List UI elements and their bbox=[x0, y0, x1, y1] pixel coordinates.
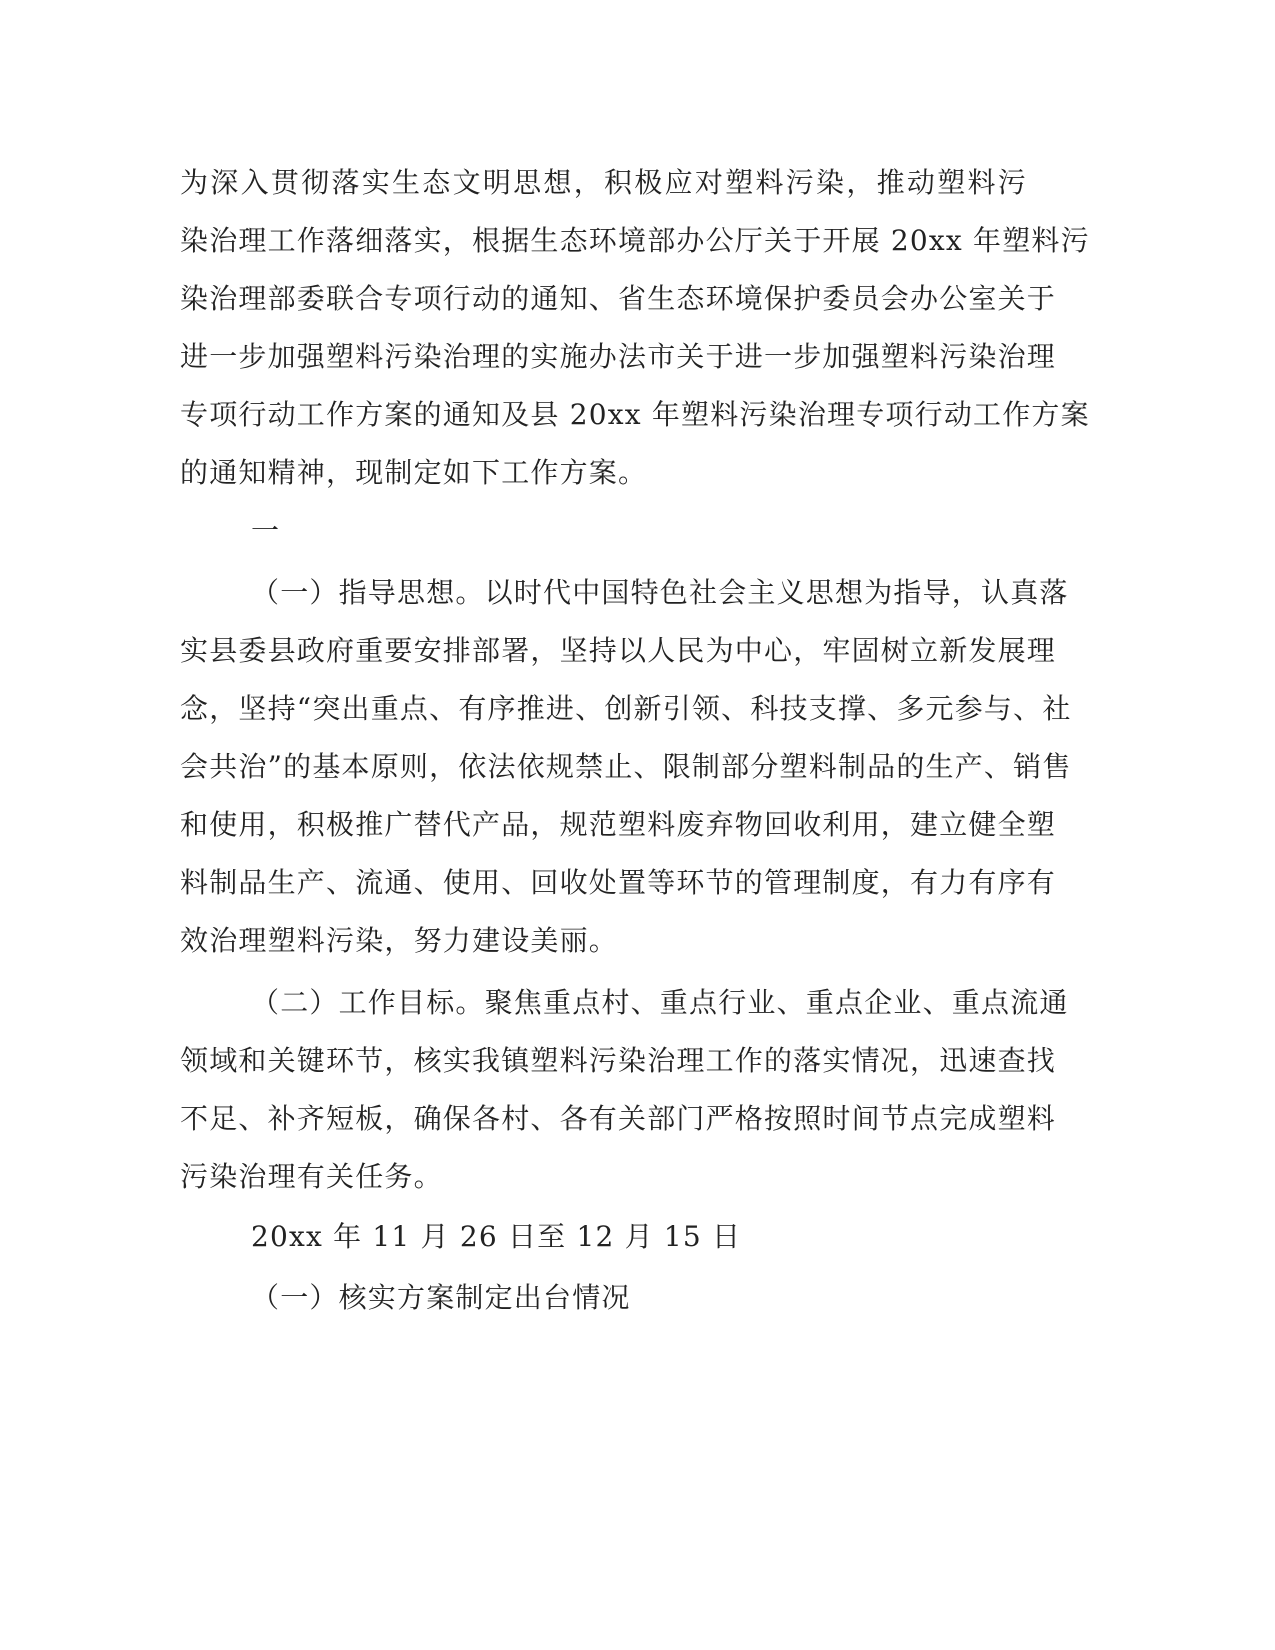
work-goal-line-2: 领域和关键环节，核实我镇塑料污染治理工作的落实情况，迅速查找 bbox=[180, 1044, 1057, 1077]
intro-paragraph-line-6: 的通知精神，现制定如下工作方案。 bbox=[180, 456, 648, 489]
intro-paragraph-line-3: 染治理部委联合专项行动的通知、省生态环境保护委员会办公室关于 bbox=[180, 282, 1057, 315]
guiding-thought-line-7: 效治理塑料污染，努力建设美丽。 bbox=[180, 924, 619, 957]
intro-paragraph-line-1: 为深入贯彻落实生态文明思想，积极应对塑料污染，推动塑料污 bbox=[180, 166, 1027, 199]
guiding-thought-line-6: 料制品生产、流通、使用、回收处置等环节的管理制度，有力有序有 bbox=[180, 866, 1057, 899]
work-goal-line-3: 不足、补齐短板，确保各村、各有关部门严格按照时间节点完成塑料 bbox=[180, 1102, 1057, 1135]
work-goal-line-4: 污染治理有关任务。 bbox=[180, 1160, 443, 1193]
guiding-thought-line-3: 念，坚持“突出重点、有序推进、创新引领、科技支撑、多元参与、社 bbox=[180, 692, 1072, 725]
intro-paragraph-line-4: 进一步加强塑料污染治理的实施办法市关于进一步加强塑料污染治理 bbox=[180, 340, 1057, 373]
guiding-thought-line-4: 会共治”的基本原则，依法依规禁止、限制部分塑料制品的生产、销售 bbox=[180, 750, 1072, 783]
subitem-verify-plan: （一）核实方案制定出台情况 bbox=[251, 1281, 631, 1314]
intro-paragraph-line-5: 专项行动工作方案的通知及县 20xx 年塑料污染治理专项行动工作方案 bbox=[180, 398, 1090, 431]
time-range: 20xx 年 11 月 26 日至 12 月 15 日 bbox=[251, 1220, 742, 1253]
guiding-thought-line-2: 实县委县政府重要安排部署，坚持以人民为中心，牢固树立新发展理 bbox=[180, 634, 1057, 667]
guiding-thought-line-1: （一）指导思想。以时代中国特色社会主义思想为指导，认真落 bbox=[251, 576, 1069, 609]
work-goal-line-1: （二）工作目标。聚焦重点村、重点行业、重点企业、重点流通 bbox=[251, 986, 1069, 1019]
section-one-marker: 一 bbox=[251, 514, 281, 547]
guiding-thought-line-5: 和使用，积极推广替代产品，规范塑料废弃物回收利用，建立健全塑 bbox=[180, 808, 1057, 841]
intro-paragraph-line-2: 染治理工作落细落实，根据生态环境部办公厅关于开展 20xx 年塑料污 bbox=[180, 224, 1090, 257]
